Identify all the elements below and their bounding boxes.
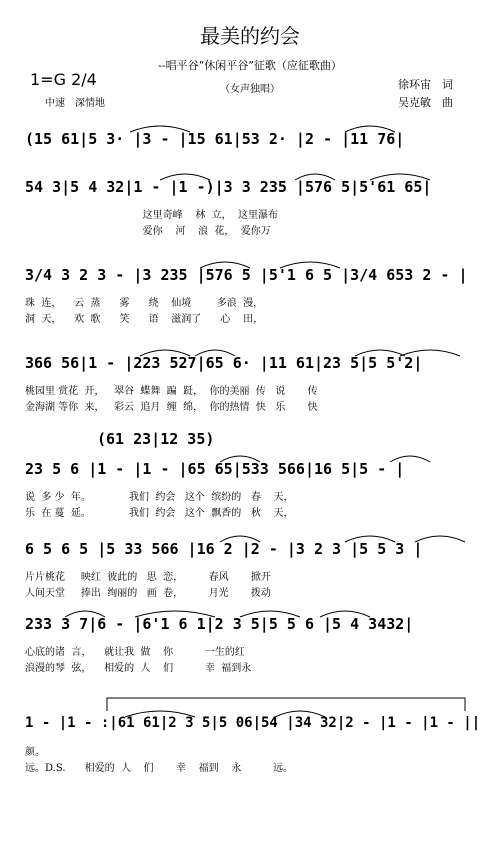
key-signature: 1=G 2/4 xyxy=(30,70,97,89)
composer-credit: 吴克敏 曲 xyxy=(398,96,453,109)
notation-line: 23 5 6 |1 - |1 - |65 65|533 566|16 5|5 - | xyxy=(25,460,405,478)
lyrics-verse-1: 珠 连， 云 蒸 雾 绕 仙境 多浪 漫， xyxy=(25,298,264,309)
voice-type: （女声独唱） xyxy=(220,84,280,95)
lyrics-verse-2: 爱你 河 浪 花， 爱你万 xyxy=(25,226,271,237)
lyrics-verse-1: 心底的诸 言， 就让我 做 你 一生的红 xyxy=(25,647,245,658)
notation-line: 3/4 3 2 3 - |3 235 |576 5 |5'1 6 5 |3/4 653 2 - | xyxy=(25,266,468,284)
lyrics-verse-1: 颜。 xyxy=(25,747,45,758)
tempo-marking: 中速 深情地 xyxy=(45,98,105,109)
lyrics-verse-2: 浪漫的琴 弦， 相爱的 人 们 幸 福到永 xyxy=(25,663,252,674)
lyrics-verse-2: 乐 在 蔓 延。 我们 约会 这个 飘香的 秋 天， xyxy=(25,508,294,519)
lyrics-verse-1: 片片桃花 映红 彼此的 思 恋， 春风 掀开 xyxy=(25,572,271,583)
notation-line: (15 61|5 3· |3 - |15 61|53 2· |2 - |11 76| xyxy=(25,130,405,148)
lyrics-verse-1: 桃园里 赏花 开， 翠谷 蝶舞 蹁 跹， 你的美丽 传 说 传 xyxy=(25,386,318,397)
song-title: 最美的约会 xyxy=(200,24,300,48)
lyrics-verse-2: 洞 天， 欢 歌 笑 语 滋润了 心 田， xyxy=(25,314,264,325)
lyrics-verse-1: 这里奇峰 林 立， 这里瀑布 xyxy=(25,210,279,221)
notation-line: 54 3|5 4 32|1 - |1 -)|3 3 235 |576 5|5'61 65| xyxy=(25,178,432,196)
lyrics-verse-1: 说 多 少 年。 我们 约会 这个 缤纷的 春 天， xyxy=(25,492,294,503)
bridge-notation: (61 23|12 35) xyxy=(97,430,215,448)
notation-line: 6 5 6 5 |5 33 566 |16 2 |2 - |3 2 3 |5 5 3 | xyxy=(25,540,423,558)
lyrics-verse-2: 人间天堂 捧出 绚丽的 画 卷， 月光 拨动 xyxy=(25,588,271,599)
song-subtitle: --唱平谷“休闲平谷”征歌（应征歌曲） xyxy=(158,59,342,72)
notation-line: 1 - |1 - :|61 61|2 3 5|5 06|54 |34 32|2 - |1 - |1 - || xyxy=(25,715,481,731)
lyrics-verse-2: 远。D.S. 相爱的 人 们 幸 福到 永 远。 xyxy=(25,763,294,774)
lyricist-credit: 徐环宙 词 xyxy=(398,78,453,91)
notation-line: 366 56|1 - |223 527|65 6· |11 61|23 5|5 5'2| xyxy=(25,354,423,372)
lyrics-verse-2: 金海湖 等你 来， 彩云 追月 缠 绵， 你的热情 快 乐 快 xyxy=(25,402,318,413)
notation-line: 233 3 7|6 - |6'1 6 1|2 3 5|5 5 6 |5 4 3432| xyxy=(25,615,414,633)
